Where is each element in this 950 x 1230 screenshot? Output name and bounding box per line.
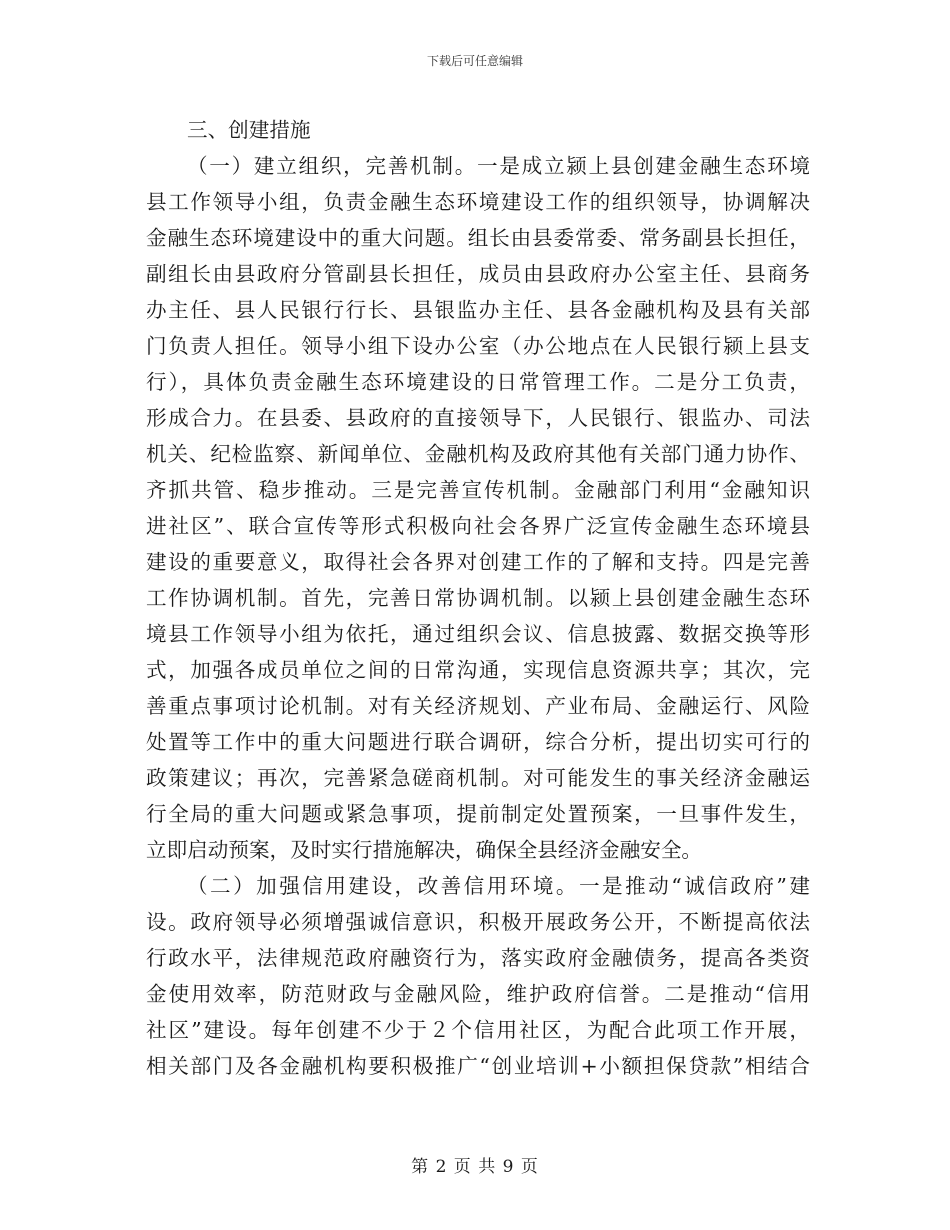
paragraph-line: 相关部门及各金融机构要积极推广“创业培训+小额担保贷款”相结合 [146, 1054, 810, 1078]
paragraph-line: 社区”建设。每年创建不少于２个信用社区，为配合此项工作开展， [146, 1018, 810, 1042]
paragraph-line: 副组长由县政府分管副县长担任，成员由县政府办公室主任、县商务 [146, 262, 810, 286]
paragraph-line: 处置等工作中的重大问题进行联合调研，综合分析，提出切实可行的 [146, 730, 810, 754]
paragraph-line: 立即启动预案，及时实行措施解决，确保全县经济金融安全。 [146, 838, 703, 862]
paragraph-line: 金融生态环境建设中的重大问题。组长由县委常委、常务副县长担任， [146, 226, 810, 250]
paragraph-line: 金使用效率，防范财政与金融风险，维护政府信誉。二是推动“信用 [146, 982, 810, 1006]
paragraph-line: 行），具体负责金融生态环境建设的日常管理工作。二是分工负责， [146, 370, 810, 394]
paragraph-line: 政策建议；再次，完善紧急磋商机制。对可能发生的事关经济金融运 [146, 766, 810, 790]
paragraph-line: 式，加强各成员单位之间的日常沟通，实现信息资源共享；其次，完 [146, 658, 810, 682]
page-number: 第 2 页 共 9 页 [411, 1157, 539, 1177]
paragraph-line: 工作协调机制。首先，完善日常协调机制。以颍上县创建金融生态环 [146, 586, 810, 610]
paragraph-line: （一）建立组织，完善机制。一是成立颍上县创建金融生态环境 [187, 154, 810, 178]
paragraph-line: 形成合力。在县委、县政府的直接领导下，人民银行、银监办、司法 [146, 406, 810, 430]
paragraph-line: 县工作领导小组，负责金融生态环境建设工作的组织领导，协调解决 [146, 190, 810, 214]
paragraph-line: 办主任、县人民银行行长、县银监办主任、县各金融机构及县有关部 [146, 298, 810, 322]
paragraph-line: 建设的重要意义，取得社会各界对创建工作的了解和支持。四是完善 [146, 550, 810, 574]
page-header: 下载后可任意编辑 [426, 54, 523, 68]
paragraph-line: （二）加强信用建设，改善信用环境。一是推动“诚信政府”建 [187, 874, 810, 898]
paragraph-line: 善重点事项讨论机制。对有关经济规划、产业布局、金融运行、风险 [146, 694, 810, 718]
paragraph-line: 境县工作领导小组为依托，通过组织会议、信息披露、数据交换等形 [146, 622, 810, 646]
paragraph-line: 行政水平，法律规范政府融资行为，落实政府金融债务，提高各类资 [146, 946, 810, 970]
paragraph-line: 门负责人担任。领导小组下设办公室（办公地点在人民银行颍上县支 [146, 334, 810, 358]
paragraph-line: 进社区”、联合宣传等形式积极向社会各界广泛宣传金融生态环境县 [146, 514, 810, 538]
paragraph-line: 设。政府领导必须增强诚信意识，积极开展政务公开，不断提高依法 [146, 910, 810, 934]
paragraph-line: 机关、纪检监察、新闻单位、金融机构及政府其他有关部门通力协作、 [146, 442, 810, 466]
paragraph-line: 行全局的重大问题或紧急事项，提前制定处置预案，一旦事件发生， [146, 802, 810, 826]
document-body [146, 112, 810, 1084]
paragraph-line: 齐抓共管、稳步推动。三是完善宣传机制。金融部门利用“金融知识 [146, 478, 810, 502]
section-heading: 三、创建措施 [187, 118, 311, 142]
